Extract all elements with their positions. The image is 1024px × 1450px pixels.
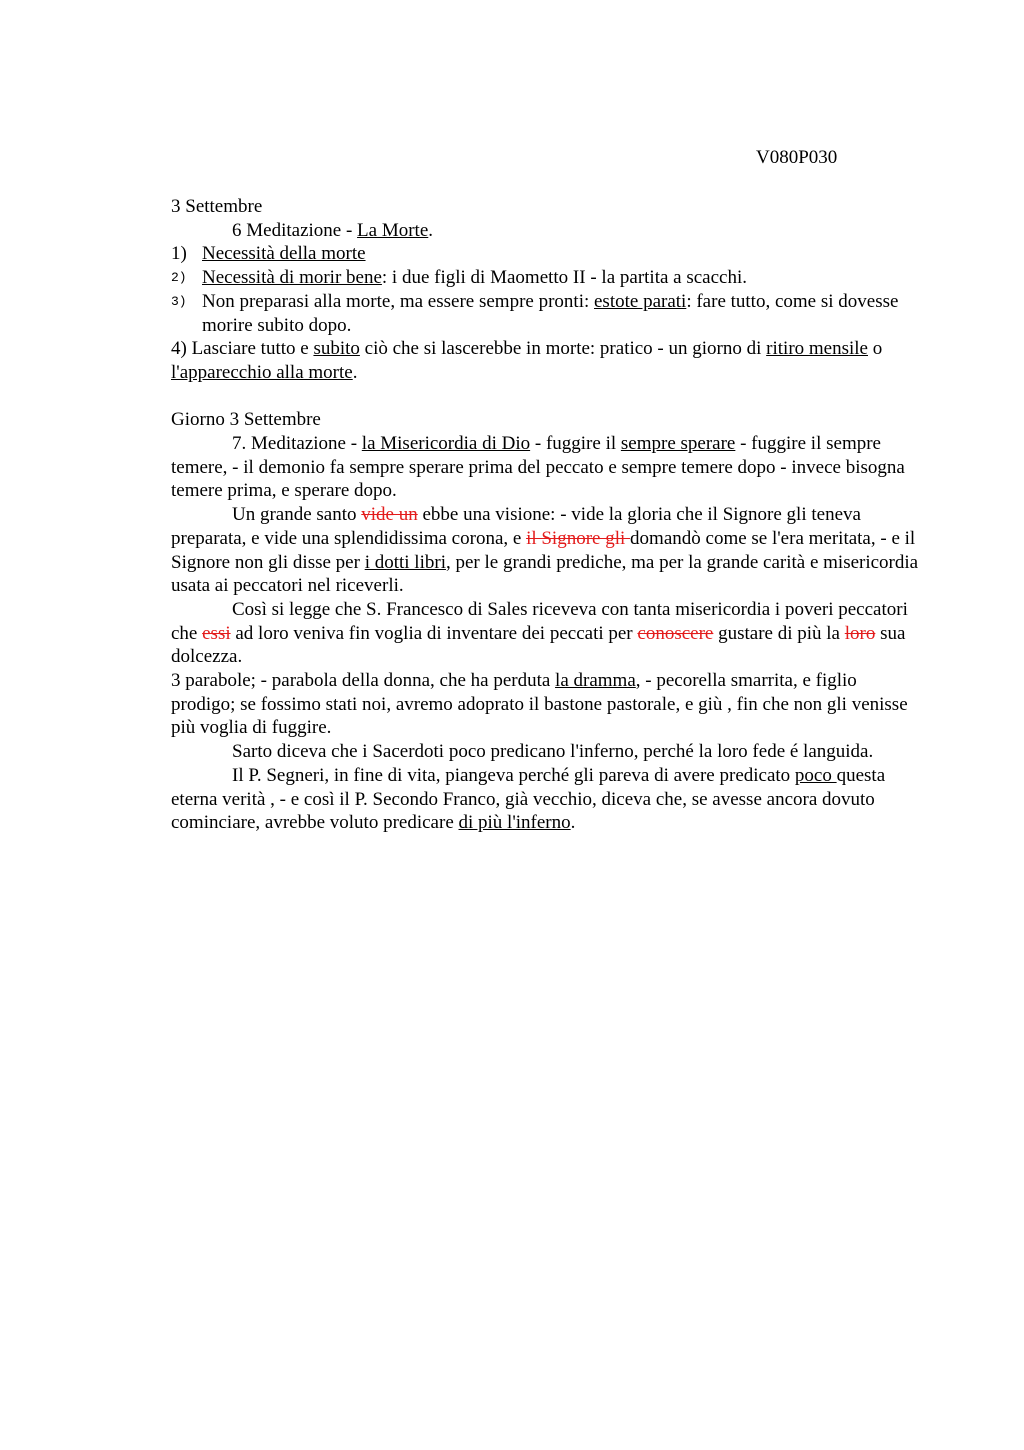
paragraph-parabole (171, 669, 923, 740)
heading-end: . (428, 219, 434, 241)
paragraph-segneri (171, 764, 923, 835)
list-number: 2) (171, 270, 187, 286)
list-number: 1) (171, 243, 187, 265)
deleted-text: conoscere (637, 622, 714, 644)
text: Il P. Segneri, in fine di vita, piangeva perché gli pareva di avere predicato (232, 764, 795, 786)
underlined-text: la dramma (555, 670, 636, 692)
underlined-text: sempre sperare (620, 433, 736, 455)
underlined-text: subito (313, 338, 360, 360)
text: o (868, 338, 883, 360)
item-4 (171, 337, 923, 384)
underlined-text: la Misericordia di Dio (361, 433, 531, 455)
text: ebbe una visione: - vide la gloria che il Signore gli teneva preparata, e vide una splendidissima corona, e (171, 504, 861, 549)
text: - fuggire il (530, 433, 621, 455)
text: domandò come se l'era meritata, - e il Signore non gli disse per (171, 527, 916, 573)
text: Non preparasi alla morte, ma essere sempre pronti: (202, 290, 594, 312)
list-number: 3) (171, 293, 187, 309)
deleted-text: loro (844, 622, 876, 644)
paragraph-meditazione (171, 432, 923, 503)
document-body (171, 195, 923, 835)
paragraph-sarto: Sarto diceva che i Sacerdoti poco predicano l'inferno, perché la loro fede é languida. (232, 741, 874, 763)
underlined-text: estote parati (594, 290, 687, 312)
section2-date: Giorno 3 Settembre (171, 409, 321, 431)
deleted-text: essi (202, 622, 231, 644)
underlined-text: i dotti libri (364, 551, 446, 573)
text: ciò che si lascerebbe in morte: pratico - un giorno di (359, 338, 767, 360)
paragraph-santo (171, 503, 923, 598)
text: 7. Meditazione - (232, 433, 362, 455)
text: , - pecorella smarrita, e figlio prodigo; se fossimo stati noi, avremo adoprato il bastone pastorale, e giù , fin che non gli venisse più voglia di fuggire. (171, 670, 908, 739)
text: gustare di più la (713, 622, 845, 644)
heading-title: La Morte (357, 219, 429, 241)
text: questa eterna verità , - e così il P. Secondo Franco, già vecchio, diceva che, se avesse ancora dovuto cominciare, avrebbe voluto predicare (171, 764, 886, 834)
list-item (171, 242, 923, 266)
underlined-text: poco (794, 764, 837, 786)
text: . (570, 812, 576, 834)
list-text (202, 266, 923, 290)
list-text: Necessità della morte (202, 243, 366, 265)
page-code: V080P030 (756, 147, 838, 168)
section1-date: 3 Settembre (171, 196, 263, 217)
paragraph-sales (171, 598, 923, 669)
heading-prefix: 6 Meditazione - (232, 219, 358, 241)
text: - fuggire il sempre temere, - il demonio fa sempre sperare prima del peccato e sempre temere dopo - invece bisogna temere prima, e sperare dopo. (171, 433, 905, 502)
text: : i due figli di Maometto II - la partita a scacchi. (381, 267, 747, 289)
deleted-text: il Signore gli (526, 527, 631, 549)
text: Un grande santo (232, 504, 362, 526)
text: 3 parabole; - parabola della donna, che ha perduta (171, 670, 556, 692)
list-item (171, 290, 923, 337)
section-gap (171, 385, 923, 409)
text: 4) Lasciare tutto e (171, 338, 314, 360)
text: . (352, 361, 358, 383)
text: sua dolcezza. (171, 622, 906, 668)
underlined-text: ritiro mensile (766, 338, 868, 360)
list-text (202, 290, 923, 337)
underlined-text: di più l'inferno (458, 812, 571, 834)
text: : fare tutto, come si dovesse morire subito dopo. (202, 290, 899, 336)
list-item (171, 266, 923, 290)
section1-heading (171, 219, 923, 243)
underlined-text: Necessità di morir bene (202, 267, 382, 289)
text: ad loro veniva fin voglia di inventare dei peccati per (230, 622, 638, 644)
text: Così si legge che S. Francesco di Sales riceveva con tanta misericordia i poveri peccatori che (171, 598, 908, 644)
underlined-text: l'apparecchio alla morte (171, 361, 353, 383)
text: , per le grandi prediche, ma per la grande carità e misericordia usata ai peccatori nel riceverli. (171, 551, 919, 597)
deleted-text: vide un (361, 504, 418, 526)
